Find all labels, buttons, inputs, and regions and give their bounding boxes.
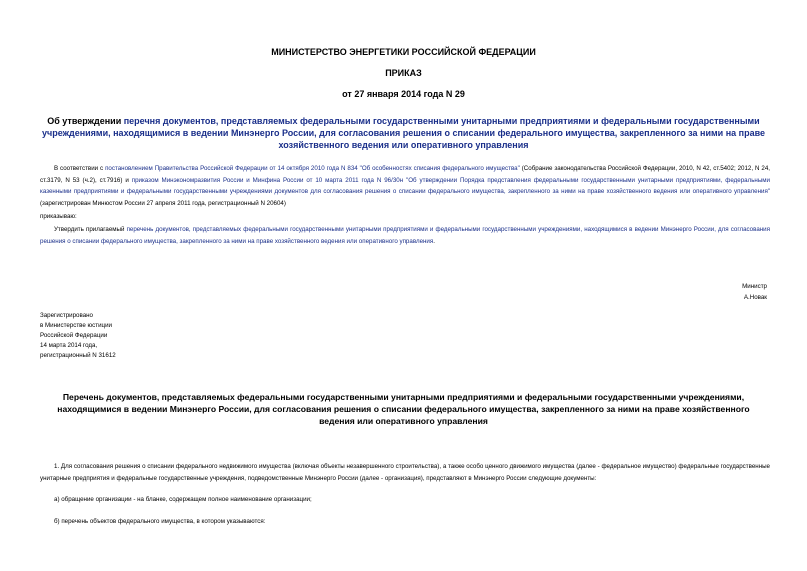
government-decree-link[interactable]: постановлением Правительства Российской Федерации от 14 октября 2010 года N 834 "Об особенностях списания федерального имущества" xyxy=(105,165,520,172)
approve-text-1: Утвердить прилагаемый xyxy=(54,226,127,233)
registration-line: регистрационный N 31612 xyxy=(40,352,116,359)
signature-name: А.Новак xyxy=(743,294,767,301)
registration-line: в Министерстве юстиции xyxy=(40,322,113,329)
document-list-link[interactable]: перечень документов, представляемых федеральными государственными унитарными предприятиями и федеральными государственными учреждениями, находящимися в ведении Минэнерго России, для согласования решения о списании федерального имущества, закрепленного за ними на праве хозяйственного ведения или оперативного управления xyxy=(40,226,770,245)
registration-line: Российской Федерации xyxy=(40,332,108,339)
ministry-order-link[interactable]: приказом Минэкономразвития России и Минфина России от 10 марта 2011 года N 96/30н "Об утверждении Порядка представления федеральными государственными унитарными предприятиями, федеральными казенными предприятиями и федеральными государственными учреждениями документов для согласования решения о списании федерального имущества, закрепленного за ними на праве хозяйственного ведения или оперативного управления" xyxy=(40,176,771,195)
signature-position: Министр xyxy=(742,283,767,290)
preamble-paragraph xyxy=(40,163,770,209)
ministry-heading: МИНИСТЕРСТВО ЭНЕРГЕТИКИ РОССИЙСКОЙ ФЕДЕРАЦИИ xyxy=(271,47,536,57)
preamble-text-3: (зарегистрирован Минюстом России 27 апреля 2011 года, регистрационный N 20604) xyxy=(40,199,286,207)
registration-block xyxy=(40,311,240,361)
order-title-prefix: Об утверждении xyxy=(47,116,124,126)
approve-paragraph xyxy=(40,224,770,247)
order-title xyxy=(40,115,767,151)
registration-line: Зарегистрировано xyxy=(40,312,93,319)
order-word: приказываю: xyxy=(40,213,77,220)
list-item-1: 1. Для согласования решения о списании федерального недвижимого имущества (включая объекты незавершенного строительства), а также особо ценного движимого имущества (далее - федеральное имущество) федеральные государственные унитарные предприятия и федеральные государственные учреждения, подведомственные Минэнерго России (далее - организация), представляют в Минэнерго России следующие документы: xyxy=(40,463,770,482)
registration-line: 14 марта 2014 года, xyxy=(40,342,98,349)
list-title: Перечень документов, представляемых федеральными государственными унитарными предприятиями и федеральными государственными учреждениями, находящимися в ведении Минэнерго России, для согласования решения о списании федерального имущества, закрепленного за ними на праве хозяйственного ведения или оперативного управления xyxy=(57,392,750,426)
order-title-link[interactable]: перечня документов, представляемых федеральными государственными унитарными предприятиями и федеральными государственными учреждениями, находящимися в ведении Минэнерго России, для согласования решения о списании федерального имущества, закрепленного за ними на праве хозяйственного ведения или оперативного управления xyxy=(42,116,765,150)
signature-block xyxy=(742,281,767,303)
preamble-text-2: (Собрание законодательства Российской Федерации, 2010, N 42, ст.5402; 2012, N 24, ст.3179, N 53 (ч.2), ст.7916) и xyxy=(40,165,770,184)
list-item-a: а) обращение организации - на бланке, содержащем полное наименование организации; xyxy=(54,496,312,503)
approve-text-2: . xyxy=(433,237,435,245)
doc-type-heading: ПРИКАЗ xyxy=(385,68,422,78)
preamble-text-1: В соответствии с xyxy=(54,165,106,172)
doc-date-heading: от 27 января 2014 года N 29 xyxy=(342,89,465,99)
list-item-b: б) перечень объектов федерального имущества, в котором указываются: xyxy=(54,518,266,525)
